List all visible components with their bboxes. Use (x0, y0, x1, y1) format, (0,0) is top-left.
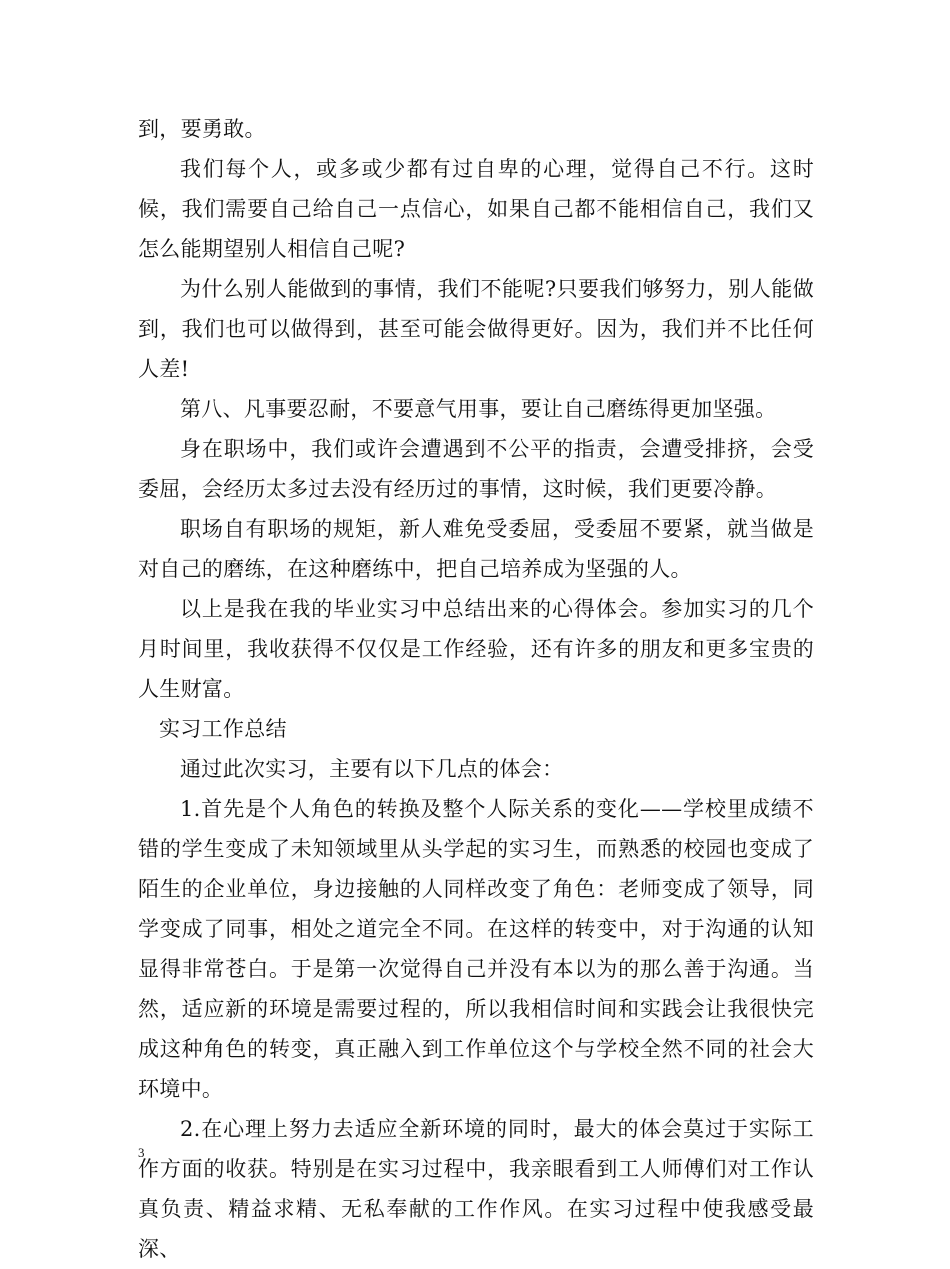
paragraph-8: 通过此次实习，主要有以下几点的体会： (180, 757, 564, 781)
paragraph-9: 1.首先是个人角色的转换及整个人际关系的变化——学校里成绩不错的学生变成了未知领域里从头学起的实习生，而熟悉的校园也变成了陌生的企业单位，身边接触的人同样改变了角色：老师变成了领导，同学变成了同事，相处之道完全不同。在这样的转变中，对于沟通的认知显得非常苍白。于是第一次觉得自己并没有本以为的那么善于沟通。当然，适应新的环境是需要过程的，所以我相信时间和实践会让我很快完成这种角色的转变，真正融入到工作单位这个与学校全然不同的社会大环境中。 (138, 797, 814, 1101)
paragraph-7: 以上是我在我的毕业实习中总结出来的心得体会。参加实习的几个月时间里，我收获得不仅仅是工作经验，还有许多的朋友和更多宝贵的人生财富。 (138, 597, 814, 701)
paragraph-5: 身在职场中，我们或许会遭遇到不公平的指责，会遭受排挤，会受委屈，会经历太多过去没有经历过的事情，这时候，我们更要冷静。 (138, 437, 814, 501)
paragraph-10: 2.在心理上努力去适应全新环境的同时，最大的体会莫过于实际工作方面的收获。特别是在实习过程中，我亲眼看到工人师傅们对工作认真负责、精益求精、无私奉献的工作作风。在实习过程中使我感受最深、 (138, 1117, 814, 1261)
page-number: 3 (138, 1145, 145, 1160)
section-heading: 实习工作总结 (159, 717, 287, 741)
paragraph-1: 到，要勇敢。 (138, 117, 266, 141)
paragraph-4: 第八、凡事要忍耐，不要意气用事，要让自己磨练得更加坚强。 (180, 397, 777, 421)
paragraph-6: 职场自有职场的规矩，新人难免受委屈，受委屈不要紧，就当做是对自己的磨练，在这种磨练中，把自己培养成为坚强的人。 (138, 517, 814, 581)
paragraph-2: 我们每个人，或多或少都有过自卑的心理，觉得自己不行。这时候，我们需要自己给自己一点信心，如果自己都不能相信自己，我们又怎么能期望别人相信自己呢? (138, 157, 814, 261)
document-body (138, 109, 814, 1269)
paragraph-3: 为什么别人能做到的事情，我们不能呢?只要我们够努力，别人能做到，我们也可以做得到，甚至可能会做得更好。因为，我们并不比任何人差! (138, 277, 814, 381)
